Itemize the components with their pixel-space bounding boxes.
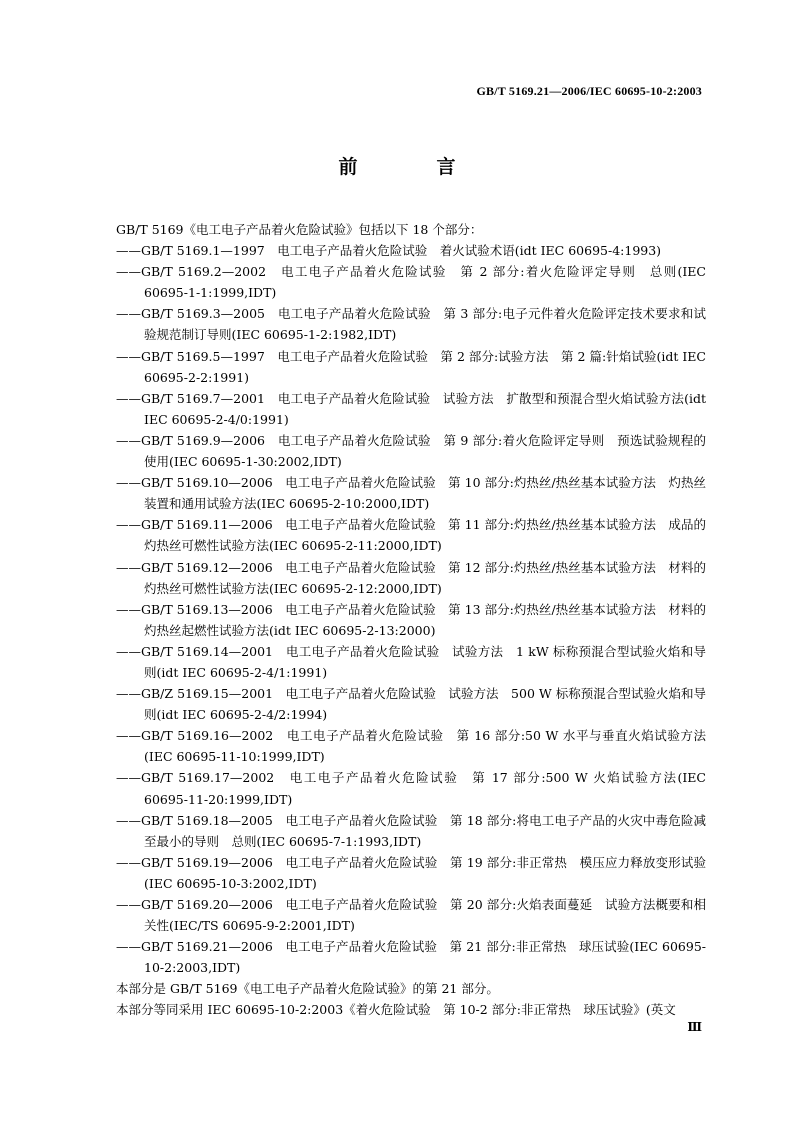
list-item: ——GB/T 5169.2—2002 电工电子产品着火危险试验 第 2 部分:着火危险评定导则 总则(IEC 60695-1-1:1999,IDT)	[116, 264, 706, 301]
list-item: ——GB/T 5169.13—2006 电工电子产品着火危险试验 第 13 部分:灼热丝/热丝基本试验方法 材料的灼热丝起燃性试验方法(idt IEC 60695-2-13:2000)	[116, 601, 706, 638]
list-item: ——GB/T 5169.7—2001 电工电子产品着火危险试验 试验方法 扩散型和预混合型火焰试验方法(idt IEC 60695-2-4/0:1991)	[116, 390, 706, 427]
page-title: 前 言	[338, 156, 486, 178]
list-item: ——GB/T 5169.1—1997 电工电子产品着火危险试验 着火试验术语(idt IEC 60695-4:1993)	[116, 243, 662, 259]
preface-body	[116, 219, 706, 1021]
intro-line: GB/T 5169《电工电子产品着火危险试验》包括以下 18 个部分：	[116, 222, 483, 237]
parts-list	[116, 240, 706, 978]
list-item: ——GB/Z 5169.15—2001 电工电子产品着火危险试验 试验方法 500 W 标称预混合型试验火焰和导则(idt IEC 60695-2-4/2:1994)	[116, 686, 706, 723]
list-item: ——GB/T 5169.20—2006 电工电子产品着火危险试验 第 20 部分:火焰表面蔓延 试验方法概要和相关性(IEC/TS 60695-9-2:2001,IDT)	[116, 897, 706, 934]
list-item: ——GB/T 5169.14—2001 电工电子产品着火危险试验 试验方法 1 kW 标称预混合型试验火焰和导则(idt IEC 60695-2-4/1:1991)	[116, 643, 706, 680]
list-item: ——GB/T 5169.9—2006 电工电子产品着火危险试验 第 9 部分:着火危险评定导则 预选试验规程的使用(IEC 60695-1-30:2002,IDT)	[116, 432, 706, 470]
list-item: ——GB/T 5169.11—2006 电工电子产品着火危险试验 第 11 部分:灼热丝/热丝基本试验方法 成品的灼热丝可燃性试验方法(IEC 60695-2-11:2000,IDT)	[116, 517, 706, 554]
list-item: ——GB/T 5169.17—2002 电工电子产品着火危险试验 第 17 部分:500 W 火焰试验方法(IEC 60695-11-20:1999,IDT)	[116, 770, 706, 807]
list-item: ——GB/T 5169.5—1997 电工电子产品着火危险试验 第 2 部分:试验方法 第 2 篇:针焰试验(idt IEC 60695-2-2:1991)	[116, 348, 706, 385]
list-item: ——GB/T 5169.3—2005 电工电子产品着火危险试验 第 3 部分:电子元件着火危险评定技术要求和试验规范制订导则(IEC 60695-1-2:1982,IDT)	[116, 306, 706, 343]
standard-code-header: GB/T 5169.21—2006/IEC 60695-10-2:2003	[476, 84, 702, 98]
list-item: ——GB/T 5169.16—2002 电工电子产品着火危险试验 第 16 部分:50 W 水平与垂直火焰试验方法(IEC 60695-11-10:1999,IDT)	[116, 728, 706, 765]
list-item: ——GB/T 5169.12—2006 电工电子产品着火危险试验 第 12 部分:灼热丝/热丝基本试验方法 材料的灼热丝可燃性试验方法(IEC 60695-2-12:2000,IDT)	[116, 559, 706, 596]
list-item: ——GB/T 5169.19—2006 电工电子产品着火危险试验 第 19 部分:非正常热 模压应力释放变形试验(IEC 60695-10-3:2002,IDT)	[116, 854, 706, 891]
list-item: ——GB/T 5169.10—2006 电工电子产品着火危险试验 第 10 部分:灼热丝/热丝基本试验方法 灼热丝装置和通用试验方法(IEC 60695-2-10:2000,IDT)	[116, 475, 706, 512]
page-number: Ⅲ	[687, 1020, 702, 1034]
paragraph-part-statement: 本部分是 GB/T 5169《电工电子产品着火危险试验》的第 21 部分。	[116, 981, 499, 997]
list-item: ——GB/T 5169.18—2005 电工电子产品着火危险试验 第 18 部分:将电工电子产品的火灾中毒危险减至最小的导则 总则(IEC 60695-7-1:1993,IDT)	[116, 812, 706, 849]
paragraph-adoption: 本部分等同采用 IEC 60695-10-2:2003《着火危险试验 第 10-2 部分:非正常热 球压试验》(英文	[116, 1002, 676, 1018]
list-item: ——GB/T 5169.21—2006 电工电子产品着火危险试验 第 21 部分:非正常热 球压试验(IEC 60695-10-2:2003,IDT)	[116, 939, 706, 976]
